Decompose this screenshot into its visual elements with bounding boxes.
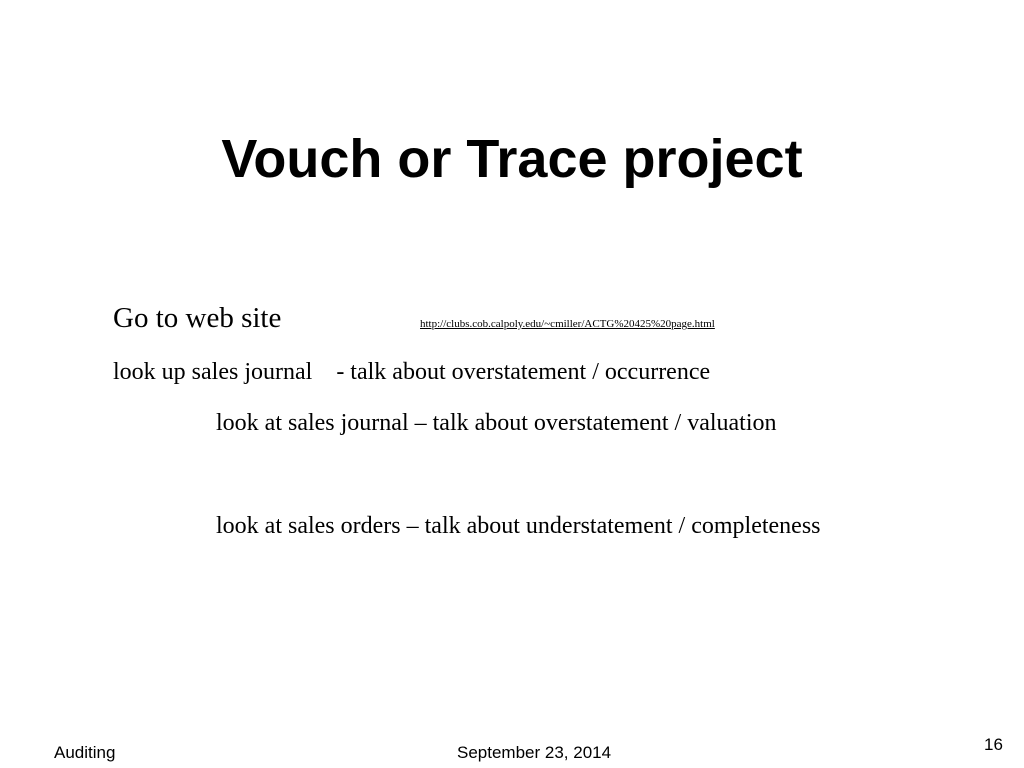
line-1-left-text: look up sales journal bbox=[113, 359, 313, 385]
footer-date: September 23, 2014 bbox=[457, 743, 612, 762]
website-link[interactable]: http://clubs.cob.calpoly.edu/~cmiller/ACTG%20425%20page.html bbox=[420, 318, 715, 330]
bullet-line-sales-journal-valuation: look at sales journal – talk about overstatement / valuation bbox=[216, 410, 777, 436]
slide-title: Vouch or Trace project bbox=[221, 129, 803, 189]
line-1-right-text: - talk about overstatement / occurrence bbox=[336, 359, 711, 385]
bullet-line-sales-orders-completeness: look at sales orders – talk about understatement / completeness bbox=[216, 513, 821, 539]
footer-course-name: Auditing bbox=[54, 743, 116, 762]
footer-page-number: 16 bbox=[984, 735, 1003, 754]
website-instruction: Go to web site bbox=[113, 302, 282, 334]
bullet-line-sales-journal-lookup bbox=[113, 357, 710, 387]
